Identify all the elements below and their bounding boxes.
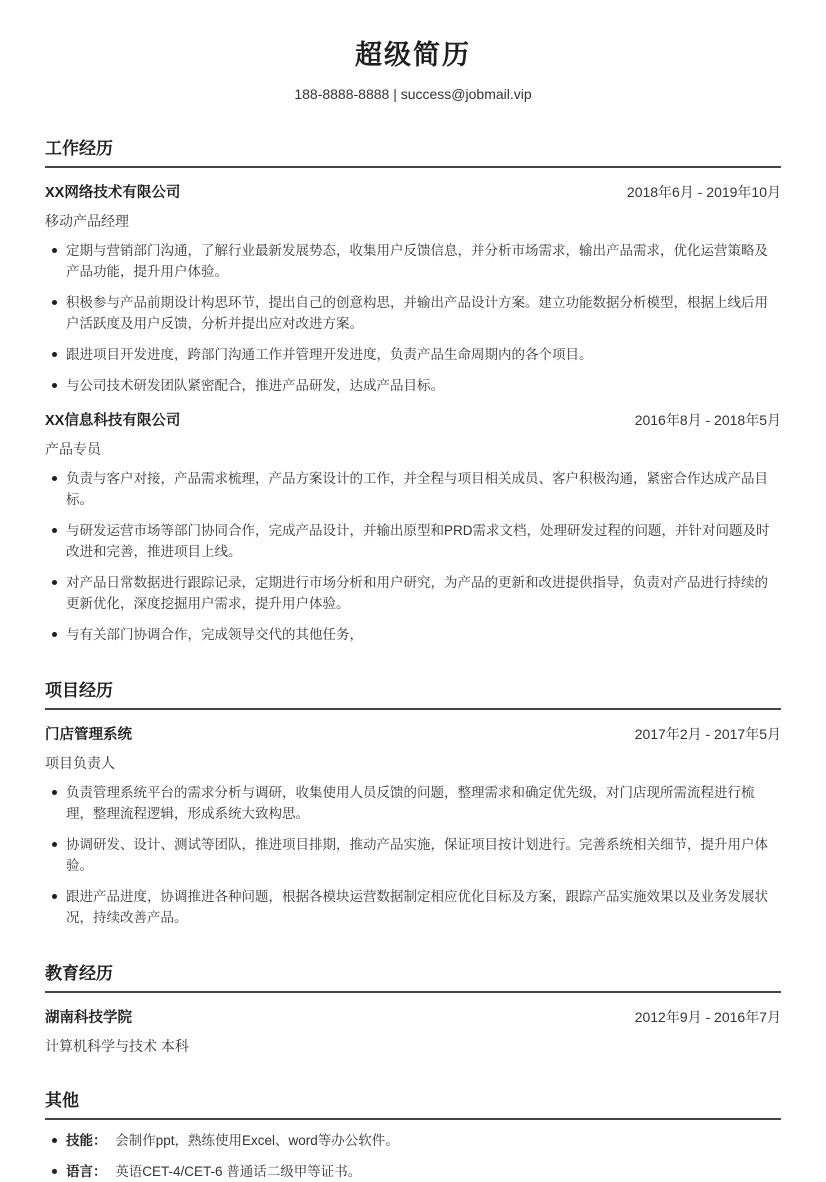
- company-name: XX网络技术有限公司: [45, 185, 181, 201]
- bullet-dot-icon: [52, 1138, 57, 1143]
- bullet-item: [45, 468, 781, 510]
- work-entry: [45, 411, 781, 645]
- bullet-dot-icon: [52, 790, 57, 795]
- bullet-text: 与公司技术研发团队紧密配合，推进产品研发，达成产品目标。: [66, 378, 444, 393]
- bullet-item: [45, 292, 781, 334]
- company-name: XX信息科技有限公司: [45, 413, 181, 429]
- bullet-item: [45, 520, 781, 562]
- bullet-dot-icon: [52, 476, 57, 481]
- bullet-text: 与研发运营市场等部门协同合作，完成产品设计，并输出原型和PRD需求文档，处理研发过程的问题，并针对问题及时改进和完善，推进项目上线。: [66, 523, 770, 559]
- other-item-language: [45, 1161, 781, 1182]
- bullet-dot-icon: [52, 894, 57, 899]
- entry-dates: 2016年8月 - 2018年5月: [634, 412, 781, 428]
- bullet-item: [45, 240, 781, 282]
- bullet-text: 跟进项目开发进度，跨部门沟通工作并管理开发进度，负责产品生命周期内的各个项目。: [66, 347, 593, 362]
- bullet-item: [45, 624, 781, 645]
- bullet-dot-icon: [52, 528, 57, 533]
- section-title-education: 教育经历: [45, 964, 781, 993]
- bullet-text: 对产品日常数据进行跟踪记录，定期进行市场分析和用户研究，为产品的更新和改进提供指导，负责对产品进行持续的更新优化，深度挖掘用户需求，提升用户体验。: [66, 575, 768, 611]
- section-work: [45, 139, 781, 645]
- job-title: 产品专员: [45, 441, 101, 457]
- entry-header: [45, 1008, 781, 1027]
- bullet-item: [45, 375, 781, 396]
- entry-dates: 2018年6月 - 2019年10月: [626, 184, 781, 200]
- bullet-dot-icon: [52, 248, 57, 253]
- bullet-dot-icon: [52, 352, 57, 357]
- bullet-dot-icon: [52, 842, 57, 847]
- bullet-text: 负责管理系统平台的需求分析与调研，收集使用人员反馈的问题，整理需求和确定优先级，对门店现所需流程进行梳理，整理流程逻辑，形成系统大致构思。: [66, 785, 755, 821]
- section-title-work: 工作经历: [45, 139, 781, 168]
- bullet-item: [45, 782, 781, 824]
- entry-dates: 2012年9月 - 2016年7月: [634, 1009, 781, 1025]
- job-title: 移动产品经理: [45, 213, 129, 229]
- section-education: [45, 964, 781, 1055]
- work-entry: [45, 183, 781, 396]
- contact-line: 188-8888-8888 | success@jobmail.vip: [294, 86, 532, 102]
- bullet-item: [45, 886, 781, 928]
- resume-title: 超级简历: [355, 40, 471, 70]
- school-name: 湖南科技学院: [45, 1010, 132, 1026]
- section-projects: [45, 681, 781, 928]
- other-item-label: 语言：: [66, 1164, 107, 1179]
- entry-header: [45, 183, 781, 202]
- other-list: [45, 1130, 781, 1182]
- project-entry: [45, 725, 781, 928]
- section-title-other: 其他: [45, 1091, 781, 1120]
- bullet-item: [45, 834, 781, 876]
- bullet-text: 积极参与产品前期设计构思环节，提出自己的创意构思，并输出产品设计方案。建立功能数据分析模型，根据上线后用户活跃度及用户反馈，分析并提出应对改进方案。: [66, 295, 768, 331]
- entry-header: [45, 725, 781, 744]
- bullet-item: [45, 344, 781, 365]
- other-item-skills: [45, 1130, 781, 1151]
- bullet-dot-icon: [52, 632, 57, 637]
- other-item-label: 技能：: [66, 1133, 107, 1148]
- bullet-dot-icon: [52, 383, 57, 388]
- entry-header: [45, 411, 781, 430]
- bullet-text: 与有关部门协调合作，完成领导交代的其他任务，: [66, 627, 363, 642]
- bullet-text: 跟进产品进度，协调推进各种问题，根据各模块运营数据制定相应优化目标及方案，跟踪产品实施效果以及业务发展状况，持续改善产品。: [66, 889, 768, 925]
- bullet-text: 负责与客户对接，产品需求梳理，产品方案设计的工作，并全程与项目相关成员、客户积极沟通，紧密合作达成产品目标。: [66, 471, 768, 507]
- bullet-list: [45, 782, 781, 928]
- section-title-projects: 项目经历: [45, 681, 781, 710]
- bullet-dot-icon: [52, 300, 57, 305]
- education-entry: [45, 1008, 781, 1055]
- bullet-text: 协调研发、设计、测试等团队，推进项目排期，推动产品实施，保证项目按计划进行。完善系统相关细节，提升用户体验。: [66, 837, 768, 873]
- entry-dates: 2017年2月 - 2017年5月: [634, 726, 781, 742]
- project-name: 门店管理系统: [45, 727, 132, 743]
- other-item-text: 会制作ppt，熟练使用Excel、word等办公软件。: [115, 1133, 399, 1148]
- bullet-dot-icon: [52, 580, 57, 585]
- project-role: 项目负责人: [45, 755, 115, 771]
- bullet-text: 定期与营销部门沟通，了解行业最新发展势态，收集用户反馈信息，并分析市场需求，输出产品需求，优化运营策略及产品功能，提升用户体验。: [66, 243, 768, 279]
- bullet-list: [45, 468, 781, 645]
- other-item-text: 英语CET-4/CET-6 普通话二级甲等证书。: [115, 1164, 362, 1179]
- bullet-dot-icon: [52, 1169, 57, 1174]
- bullet-list: [45, 240, 781, 396]
- section-other: [45, 1091, 781, 1182]
- bullet-item: [45, 572, 781, 614]
- degree-major: 计算机科学与技术 本科: [45, 1038, 189, 1054]
